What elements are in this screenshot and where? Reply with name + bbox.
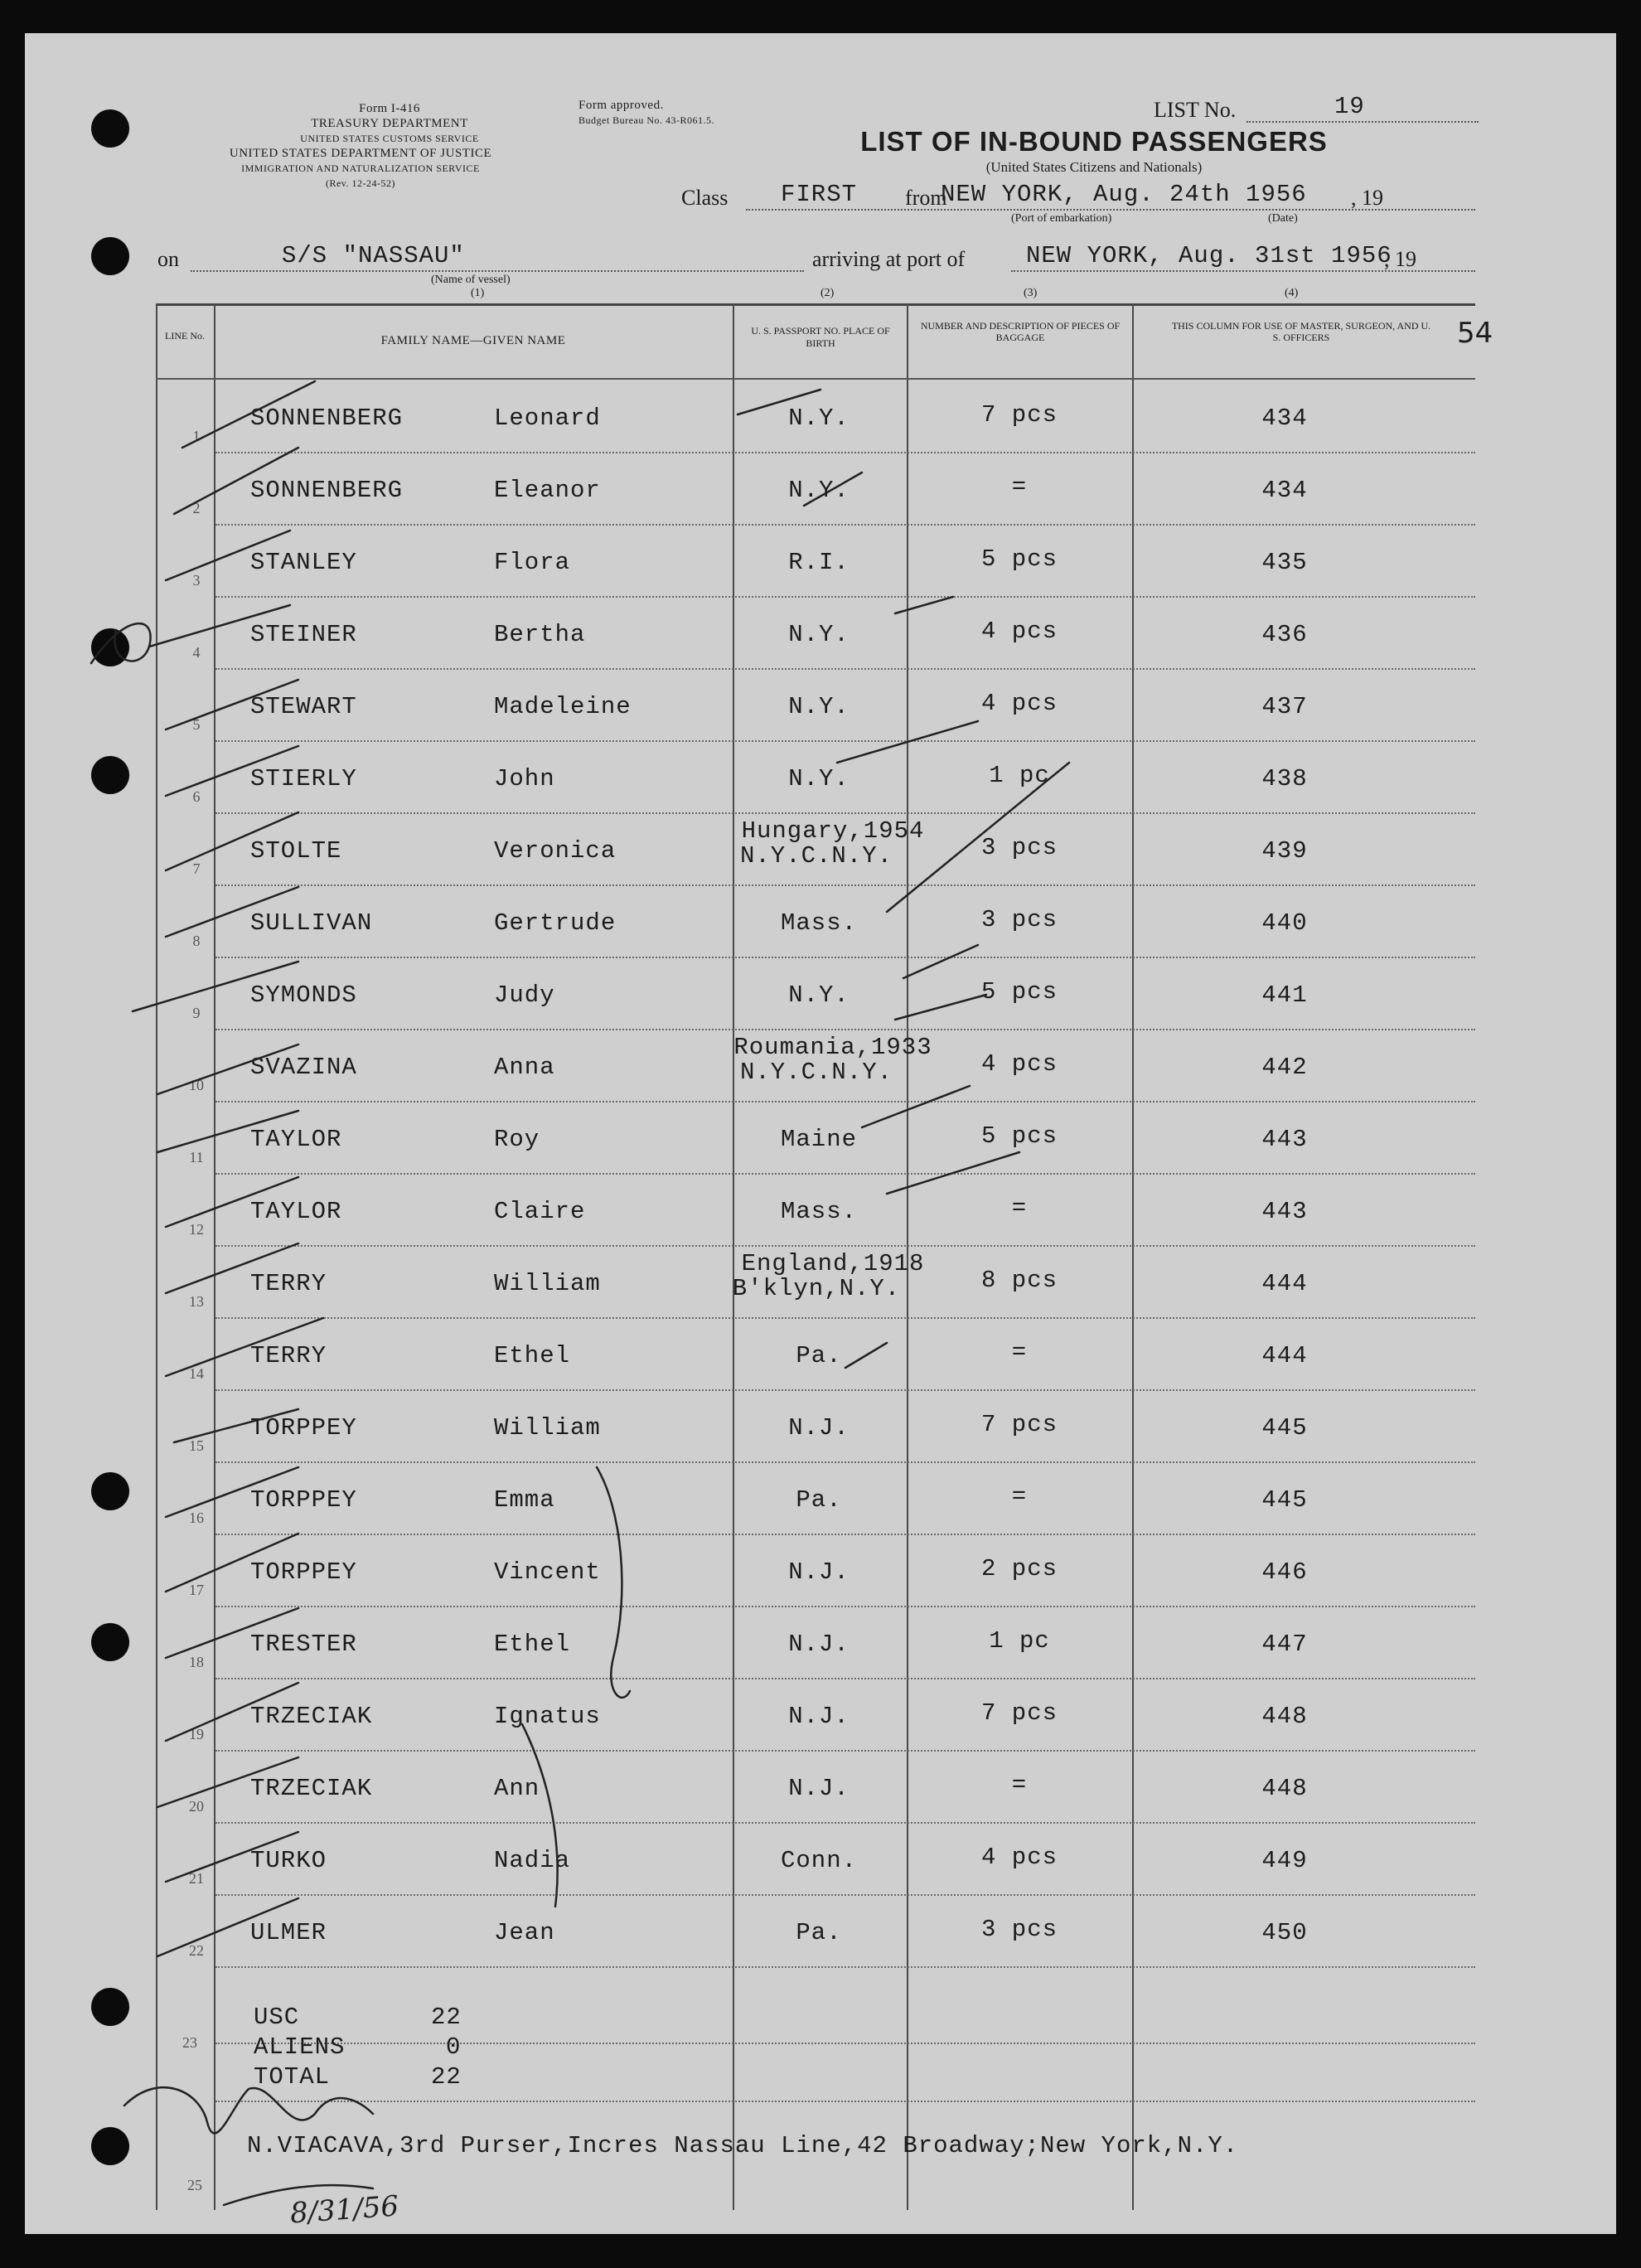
baggage-count: = [1011, 1339, 1028, 1366]
officer-number: 435 [1261, 549, 1308, 576]
check-mark [887, 763, 1069, 912]
given-name: Flora [494, 549, 571, 576]
check-mark [166, 1534, 298, 1592]
officer-number: 442 [1261, 1054, 1308, 1081]
vessel-label: (Name of vessel) [431, 274, 511, 286]
list-no-value: 19 [1334, 93, 1365, 120]
family-name: SVAZINA [250, 1054, 357, 1081]
dept-treasury: TREASURY DEPARTMENT [311, 117, 468, 130]
check-mark [804, 472, 862, 506]
place-of-birth: N.Y. [788, 693, 850, 720]
officer-number: 448 [1261, 1703, 1308, 1730]
header-line-no: LINE No. [165, 330, 205, 342]
family-name: TRZECIAK [250, 1703, 373, 1730]
line-number: 14 [189, 1365, 204, 1382]
budget-bureau: Budget Bureau No. 43-R061.5. [578, 114, 714, 126]
family-name: STOLTE [250, 837, 342, 865]
line-number: 15 [189, 1437, 204, 1454]
place-of-birth: N.Y. [788, 981, 850, 1009]
year-suffix: , 19 [1351, 186, 1383, 210]
signature [224, 2185, 373, 2205]
line-number: 8 [192, 933, 201, 949]
date-label: (Date) [1268, 212, 1298, 225]
stamp-date: 8/31/56 [288, 2189, 400, 2231]
family-name: TERRY [250, 1342, 327, 1369]
family-name: TAYLOR [250, 1126, 342, 1153]
check-mark [133, 962, 298, 1011]
line-number: 22 [189, 1942, 204, 1959]
given-name: John [494, 765, 555, 792]
check-mark [903, 945, 978, 978]
form-approved: Form approved. [578, 99, 664, 112]
check-mark [157, 1044, 298, 1094]
baggage-count: 7 pcs [980, 1411, 1058, 1438]
baggage-count: 3 pcs [980, 1916, 1058, 1943]
family-name: TORPPEY [250, 1414, 357, 1442]
check-mark [166, 1243, 298, 1293]
place-of-birth: Mass. [780, 1198, 857, 1225]
officer-number: 434 [1261, 405, 1308, 432]
given-name: William [494, 1270, 601, 1297]
given-name: Ethel [494, 1631, 571, 1658]
place-of-birth: Mass. [780, 909, 857, 937]
baggage-count: 3 pcs [980, 834, 1058, 861]
aliens-label: ALIENS [254, 2033, 346, 2061]
line-number: 10 [189, 1077, 204, 1093]
line-number: 6 [192, 788, 201, 805]
check-mark [166, 887, 298, 937]
check-mark [887, 1152, 1019, 1194]
baggage-count: 4 pcs [980, 690, 1058, 717]
page-title: LIST OF IN-BOUND PASSENGERS [860, 126, 1328, 157]
place-of-birth: N.J. [788, 1775, 850, 1802]
officer-number: 444 [1261, 1270, 1308, 1297]
given-name: Bertha [494, 621, 586, 648]
given-name: Ann [494, 1775, 540, 1802]
class-value: FIRST [781, 181, 858, 208]
col-3-label: (3) [1024, 287, 1038, 299]
line-number: 21 [189, 1870, 204, 1887]
place-of-birth: Conn. [780, 1847, 857, 1874]
place-of-birth: N.J. [788, 1631, 850, 1658]
place-of-birth: N.Y. [788, 765, 850, 792]
family-name: SONNENBERG [250, 405, 404, 432]
given-name: Nadia [494, 1847, 571, 1874]
line-number: 17 [189, 1582, 204, 1598]
check-mark [166, 1177, 298, 1227]
baggage-count: = [1011, 1483, 1028, 1510]
check-mark [895, 597, 953, 613]
total-value: 22 [431, 2063, 462, 2091]
officer-number: 446 [1261, 1558, 1308, 1586]
check-mark [837, 721, 978, 763]
list-no-label: LIST No. [1154, 98, 1237, 122]
family-name: STEWART [250, 693, 357, 720]
line-number: 20 [189, 1798, 204, 1815]
year-suffix-2: , 19 [1384, 247, 1416, 271]
on-label: on [157, 247, 179, 271]
scribble [91, 623, 151, 663]
baggage-count: 8 pcs [980, 1267, 1058, 1294]
page-number: 54 [1457, 317, 1493, 350]
officer-number: 450 [1261, 1919, 1308, 1946]
family-name: TRESTER [250, 1631, 357, 1658]
place-of-birth: Maine [780, 1126, 857, 1153]
check-mark [166, 680, 298, 729]
given-name: Emma [494, 1486, 555, 1514]
check-mark [845, 1343, 887, 1368]
check-mark [174, 448, 298, 514]
check-mark [157, 1898, 298, 1956]
dept-customs: UNITED STATES CUSTOMS SERVICE [300, 133, 479, 144]
check-mark [166, 1318, 323, 1376]
line-number: 7 [192, 860, 201, 877]
line-number: 1 [192, 428, 201, 444]
header-baggage: NUMBER AND DESCRIPTION OF PIECES OF BAGGAGE [920, 320, 1121, 343]
check-mark [182, 381, 315, 448]
officer-number: 449 [1261, 1847, 1308, 1874]
family-name: ULMER [250, 1919, 327, 1946]
family-name: STANLEY [250, 549, 357, 576]
line-number: 4 [192, 644, 201, 661]
officer-number: 434 [1261, 477, 1308, 504]
baggage-count: = [1011, 1771, 1028, 1799]
header-name: FAMILY NAME—GIVEN NAME [380, 334, 566, 347]
family-name: TAYLOR [250, 1198, 342, 1225]
dept-immigration: IMMIGRATION AND NATURALIZATION SERVICE [241, 162, 480, 174]
check-mark [157, 1757, 298, 1807]
handwritten-checkmarks [25, 33, 1616, 2234]
officer-number: 447 [1261, 1631, 1308, 1658]
from-label: from [905, 186, 947, 210]
col-1-label: (1) [471, 287, 485, 299]
birth-country-year: Hungary,1954 [741, 817, 925, 845]
place-of-birth: Pa. [796, 1486, 842, 1514]
embarkation-port-date: NEW YORK, Aug. 24th 1956 [941, 181, 1307, 208]
form-number: Form I-416 [359, 102, 420, 115]
check-mark [166, 812, 298, 870]
line-number: 9 [192, 1005, 201, 1021]
place-of-birth: N.Y.C.N.Y. [739, 842, 893, 870]
baggage-count: 5 pcs [980, 1122, 1058, 1150]
place-of-birth: N.Y.C.N.Y. [739, 1059, 893, 1086]
baggage-count: 7 pcs [980, 401, 1058, 429]
officer-number: 440 [1261, 909, 1308, 937]
line-number: 5 [192, 716, 201, 733]
officer-number: 445 [1261, 1486, 1308, 1514]
officer-number: 436 [1261, 621, 1308, 648]
place-of-birth: N.J. [788, 1414, 850, 1442]
family-name: TORPPEY [250, 1558, 357, 1586]
family-name: TORPPEY [250, 1486, 357, 1514]
officer-number: 444 [1261, 1342, 1308, 1369]
baggage-count: 3 pcs [980, 906, 1058, 933]
signature [124, 2087, 373, 2133]
port-embarkation-label: (Port of embarkation) [1011, 212, 1112, 225]
line-number: 3 [192, 572, 201, 589]
manifest-sheet [25, 33, 1616, 2234]
given-name: Judy [494, 981, 555, 1009]
place-of-birth: Pa. [796, 1342, 842, 1369]
check-mark [166, 1608, 298, 1658]
baggage-count: = [1011, 473, 1028, 501]
officer-number: 441 [1261, 981, 1308, 1009]
check-mark [166, 746, 298, 796]
baggage-count: 1 pc [989, 1627, 1050, 1655]
place-of-birth: B'klyn,N.Y. [732, 1275, 901, 1302]
officer-number: 448 [1261, 1775, 1308, 1802]
page-subtitle: (United States Citizens and Nationals) [985, 159, 1203, 175]
usc-label: USC [254, 2004, 300, 2031]
family-name: STIERLY [250, 765, 357, 792]
vessel-name: S/S "NASSAU" [282, 242, 465, 269]
place-of-birth: N.J. [788, 1558, 850, 1586]
given-name: Leonard [494, 405, 601, 432]
check-mark [862, 1086, 970, 1127]
baggage-count: 4 pcs [980, 1050, 1058, 1078]
class-label: Class [681, 186, 729, 210]
line-number: 13 [189, 1293, 204, 1310]
given-name: Anna [494, 1054, 555, 1081]
given-name: Madeleine [494, 693, 632, 720]
col-4-label: (4) [1285, 287, 1299, 299]
place-of-birth: N.J. [788, 1703, 850, 1730]
check-mark [738, 390, 820, 414]
birth-country-year: Roumania,1933 [733, 1034, 932, 1061]
family-name: SYMONDS [250, 981, 357, 1009]
officer-number: 445 [1261, 1414, 1308, 1442]
check-mark [157, 1111, 298, 1152]
family-name: TURKO [250, 1847, 327, 1874]
line-number: 18 [189, 1654, 204, 1670]
baggage-count: 4 pcs [980, 618, 1058, 645]
check-mark [166, 1832, 298, 1882]
given-name: Vincent [494, 1558, 601, 1586]
aliens-value: 0 [446, 2033, 462, 2061]
place-of-birth: N.Y. [788, 405, 850, 432]
line-number: 19 [189, 1726, 204, 1742]
col-2-label: (2) [820, 287, 835, 299]
purser-line: N.VIACAVA,3rd Purser,Incres Nassau Line,42 Broadway;New York,N.Y. [247, 2132, 1239, 2159]
given-name: Jean [494, 1919, 555, 1946]
header-officers: THIS COLUMN FOR USE OF MASTER, SURGEON, AND U. S. OFFICERS [1171, 320, 1431, 343]
baggage-count: 1 pc [989, 762, 1050, 789]
birth-country-year: England,1918 [741, 1250, 925, 1277]
given-name: William [494, 1414, 601, 1442]
total-label: TOTAL [254, 2063, 331, 2091]
check-mark [149, 605, 290, 647]
given-name: Roy [494, 1126, 540, 1153]
officer-number: 438 [1261, 765, 1308, 792]
form-revision: (Rev. 12-24-52) [325, 177, 396, 189]
line-number-23: 23 [182, 2034, 197, 2051]
officer-number: 439 [1261, 837, 1308, 865]
dept-justice: UNITED STATES DEPARTMENT OF JUSTICE [229, 147, 492, 160]
place-of-birth: N.Y. [788, 621, 850, 648]
baggage-count: 5 pcs [980, 978, 1058, 1006]
header-passport: U. S. PASSPORT NO. PLACE OF BIRTH [751, 325, 890, 349]
check-mark [166, 1467, 298, 1517]
line-number: 12 [189, 1221, 204, 1238]
line-number: 11 [189, 1149, 204, 1166]
given-name: Ignatus [494, 1703, 601, 1730]
family-name: TRZECIAK [250, 1775, 373, 1802]
given-name: Ethel [494, 1342, 571, 1369]
family-name: STEINER [250, 621, 357, 648]
squiggle [522, 1724, 558, 1907]
squiggle [597, 1467, 630, 1698]
baggage-count: 5 pcs [980, 545, 1058, 573]
family-name: TERRY [250, 1270, 327, 1297]
check-mark [174, 1409, 298, 1442]
line-number: 16 [189, 1510, 204, 1526]
baggage-count: 7 pcs [980, 1699, 1058, 1727]
given-name: Eleanor [494, 477, 601, 504]
line-number: 2 [192, 500, 201, 516]
place-of-birth: Pa. [796, 1919, 842, 1946]
officer-number: 443 [1261, 1198, 1308, 1225]
place-of-birth: N.Y. [788, 477, 850, 504]
baggage-count: 2 pcs [980, 1555, 1058, 1582]
arriving-label: arriving at port of [812, 247, 966, 271]
check-mark [166, 1683, 298, 1741]
given-name: Gertrude [494, 909, 617, 937]
place-of-birth: R.I. [788, 549, 850, 576]
arrival-port-date: NEW YORK, Aug. 31st 1956 [1026, 242, 1392, 269]
baggage-count: = [1011, 1195, 1028, 1222]
given-name: Veronica [494, 837, 617, 865]
officer-number: 443 [1261, 1126, 1308, 1153]
family-name: SULLIVAN [250, 909, 373, 937]
officer-number: 437 [1261, 693, 1308, 720]
given-name: Claire [494, 1198, 586, 1225]
usc-value: 22 [431, 2004, 462, 2031]
check-mark [166, 531, 290, 580]
family-name: SONNENBERG [250, 477, 404, 504]
check-mark [895, 995, 986, 1020]
baggage-count: 4 pcs [980, 1844, 1058, 1871]
line-number-25: 25 [187, 2177, 202, 2193]
